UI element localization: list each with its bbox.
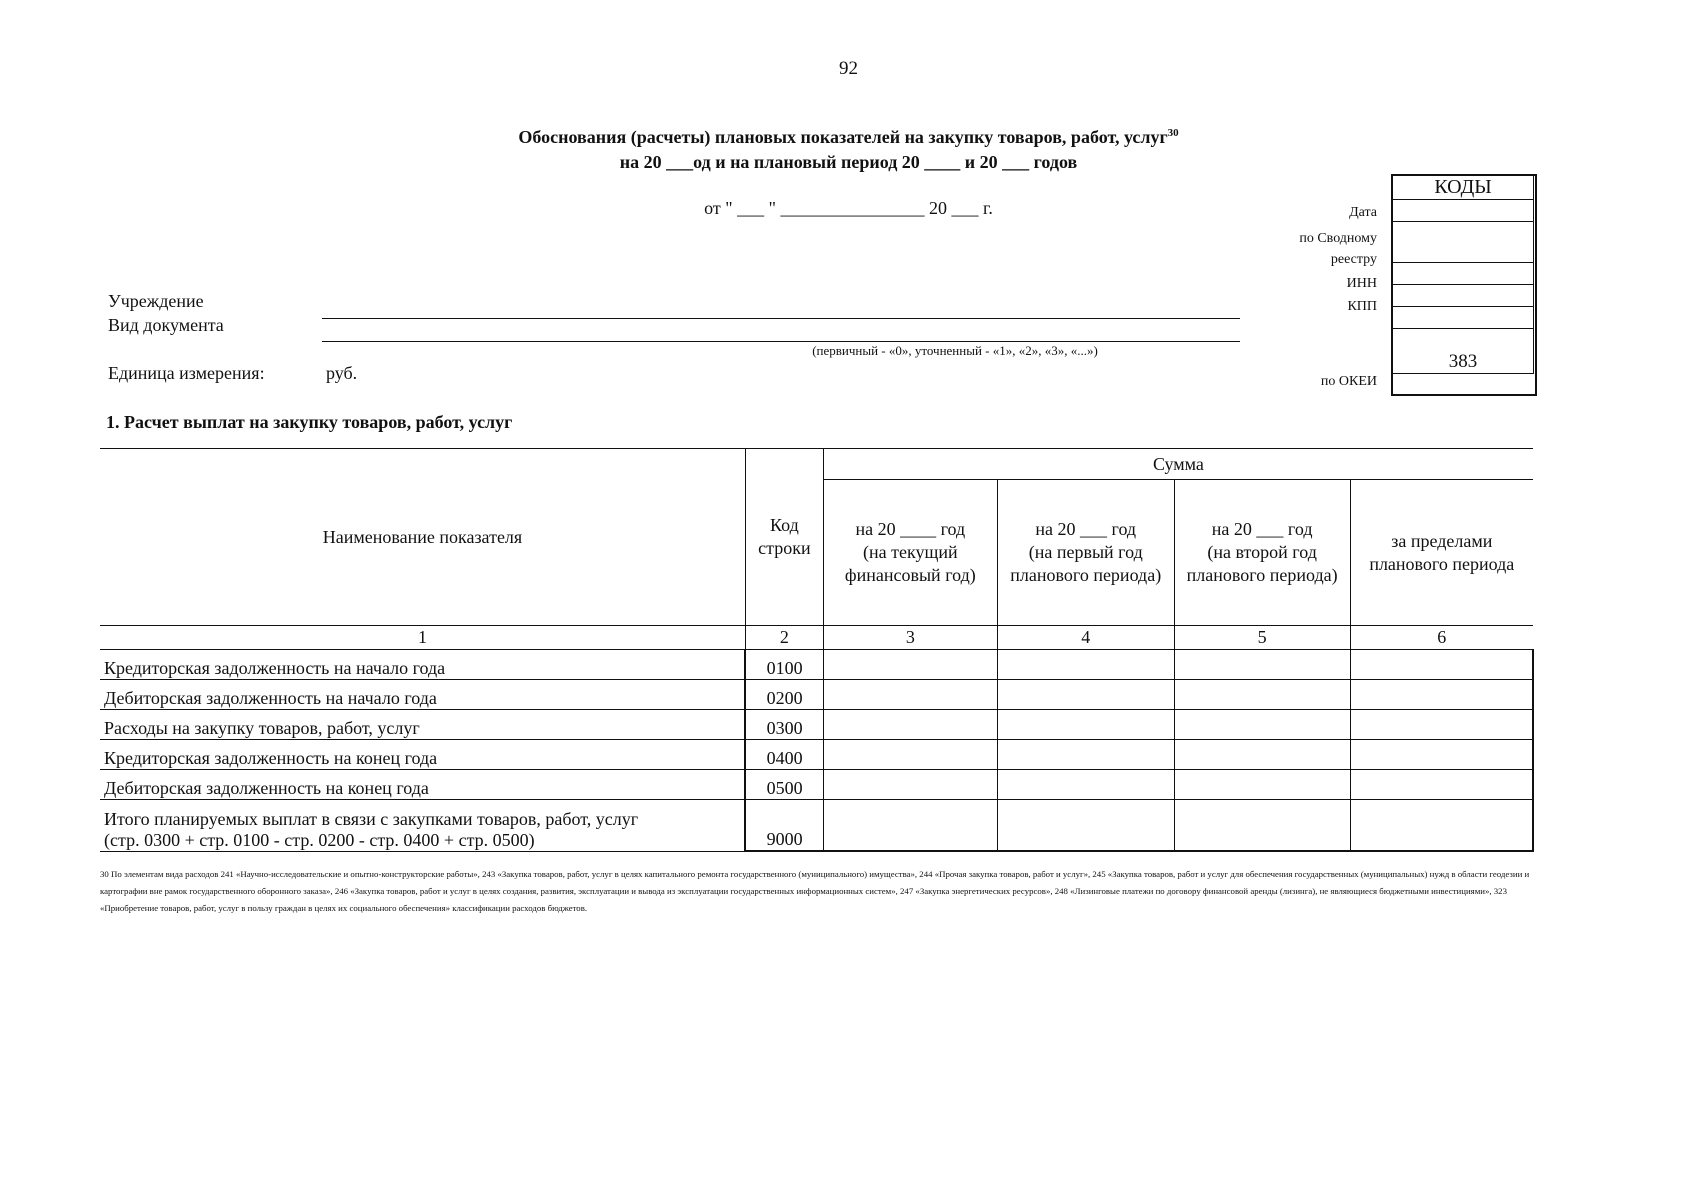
header-current-year-line1: на 20 ____ год: [855, 519, 966, 539]
total-value-cell[interactable]: [1350, 800, 1533, 852]
value-cell[interactable]: [997, 680, 1174, 710]
table-row: [100, 740, 1533, 770]
table-row: [100, 770, 1533, 800]
institution-line[interactable]: [322, 318, 1240, 319]
code-label-date: Дата: [1349, 205, 1377, 220]
value-cell[interactable]: [997, 710, 1174, 740]
institution-label: Учреждение: [108, 291, 204, 311]
row-code: 0400: [745, 740, 823, 770]
code-kpp-cell[interactable]: [1393, 285, 1534, 307]
value-cell[interactable]: [1174, 680, 1350, 710]
table-row: [100, 710, 1533, 740]
value-cell[interactable]: [1350, 680, 1533, 710]
doc-type-hint: (первичный - «0», уточненный - «1», «2», «3», «...»): [812, 343, 1098, 358]
header-code-line2: строки: [758, 538, 811, 558]
header-first-plan-year-line3: планового периода): [1010, 565, 1162, 585]
value-cell[interactable]: [823, 710, 997, 740]
header-first-plan-year: [997, 480, 1174, 626]
value-cell[interactable]: [997, 740, 1174, 770]
header-current-year-line3: финансовый год): [844, 565, 976, 585]
value-cell[interactable]: [1350, 770, 1533, 800]
code-label-registry-2: реестру: [1330, 252, 1377, 267]
payments-table: [100, 448, 1534, 852]
code-registry-cell[interactable]: [1393, 222, 1534, 263]
form-title-text: Обоснования (расчеты) плановых показателей на закупку товаров, работ, услуг: [518, 127, 1168, 147]
value-cell[interactable]: [823, 650, 997, 680]
row-code: 0500: [745, 770, 823, 800]
col-number-5: 5: [1174, 626, 1350, 650]
total-value-cell[interactable]: [823, 800, 997, 852]
code-label-registry-1: по Сводному: [1299, 231, 1377, 246]
header-beyond-plan: [1350, 480, 1533, 626]
total-value-cell[interactable]: [997, 800, 1174, 852]
row-code: 0300: [745, 710, 823, 740]
value-cell[interactable]: [823, 770, 997, 800]
row-name: Кредиторская задолженность на начало года: [100, 650, 745, 680]
total-value-cell[interactable]: [1174, 800, 1350, 852]
value-cell[interactable]: [823, 680, 997, 710]
header-first-plan-year-line2: (на первый год: [1028, 542, 1143, 562]
value-cell[interactable]: [997, 650, 1174, 680]
header-second-plan-year-line1: на 20 ___ год: [1211, 519, 1313, 539]
doc-type-label: Вид документа: [108, 315, 224, 335]
col-number-2: 2: [745, 626, 823, 650]
header-beyond-plan-line1: за пределами: [1391, 530, 1493, 551]
total-code: 9000: [745, 800, 823, 852]
section-title: 1. Расчет выплат на закупку товаров, работ, услуг: [106, 412, 513, 432]
value-cell[interactable]: [1174, 770, 1350, 800]
header-code-line1: Код: [770, 515, 799, 535]
form-subtitle: на 20 ___од и на плановый период 20 ____ и 20 ___ годов: [619, 152, 1078, 172]
total-name: [100, 800, 745, 852]
code-extra-cell[interactable]: [1393, 307, 1534, 329]
header-name: [100, 449, 745, 626]
value-cell[interactable]: [823, 740, 997, 770]
col-number-4: 4: [997, 626, 1174, 650]
footnote-mark: 30: [1167, 127, 1179, 139]
header-current-year-line2: (на текущий: [863, 542, 958, 562]
form-title: [0, 127, 1697, 148]
codes-header: КОДЫ: [1393, 176, 1534, 200]
value-cell[interactable]: [1174, 650, 1350, 680]
col-number-3: 3: [823, 626, 997, 650]
table-row: [100, 680, 1533, 710]
header-name-text: Наименование показателя: [322, 526, 523, 547]
code-okei-cell: 383: [1393, 329, 1534, 374]
date-line: от " ___ " ________________ 20 ___ г.: [704, 198, 993, 218]
value-cell[interactable]: [1174, 740, 1350, 770]
unit-label: Единица измерения:: [108, 363, 265, 383]
row-name: Дебиторская задолженность на начало года: [100, 680, 745, 710]
code-inn-cell[interactable]: [1393, 263, 1534, 285]
value-cell[interactable]: [1350, 710, 1533, 740]
code-label-kpp: КПП: [1347, 299, 1377, 314]
row-code: 0100: [745, 650, 823, 680]
doc-type-line[interactable]: [322, 341, 1240, 342]
header-second-plan-year: [1174, 480, 1350, 626]
col-number-1: 1: [100, 626, 745, 650]
table-row: [100, 650, 1533, 680]
header-sum: Сумма: [823, 449, 1533, 480]
header-beyond-plan-line2: планового периода: [1369, 553, 1515, 574]
col-number-6: 6: [1350, 626, 1533, 650]
header-second-plan-year-line2: (на второй год: [1207, 542, 1317, 562]
code-date-cell[interactable]: [1393, 200, 1534, 222]
value-cell[interactable]: [1350, 740, 1533, 770]
code-label-inn: ИНН: [1346, 276, 1377, 291]
page-number: 92: [839, 58, 858, 79]
header-code: [745, 449, 823, 626]
footnote: 30 По элементам вида расходов 241 «Научно-исследовательские и опытно-конструкторские работы», 243 «Закупка товаров, работ, услуг в целях капитального ремонта государственного (муниципального) имущества», 244 «Прочая закупка товаров, работ и услуг», 245 «Закупка товаров, работ и услуг для обеспечения государственных (муниципальных) нужд в области геодезии и картографии вне рамок государственного оборонного заказа», 246 «Закупка товаров, работ и услуг в целях создания, развития, эксплуатации и вывода из эксплуатации государственных информационных систем», 247 «Закупка энергетических ресурсов», 248 «Лизинговые платежи по договору финансовой аренды (лизинга), не являющиеся бюджетными инвестициями», 323 «Приобретение товаров, работ, услуг в пользу граждан в целях их социального обеспечения» классификации расходов бюджетов.: [100, 869, 1530, 913]
value-cell[interactable]: [1350, 650, 1533, 680]
value-cell[interactable]: [1174, 710, 1350, 740]
header-current-year: [823, 480, 997, 626]
row-code: 0200: [745, 680, 823, 710]
header-first-plan-year-line1: на 20 ___ год: [1035, 519, 1137, 539]
value-cell[interactable]: [997, 770, 1174, 800]
total-name-line2: (стр. 0300 + стр. 0100 - стр. 0200 - стр. 0400 + стр. 0500): [104, 829, 535, 850]
unit-value: руб.: [326, 363, 358, 383]
code-label-okei: по ОКЕИ: [1320, 374, 1377, 389]
header-second-plan-year-line3: планового периода): [1186, 565, 1338, 585]
table-row-total: [100, 800, 1533, 852]
total-name-line1: Итого планируемых выплат в связи с закупками товаров, работ, услуг: [104, 808, 639, 829]
row-name: Дебиторская задолженность на конец года: [100, 770, 745, 800]
row-name: Расходы на закупку товаров, работ, услуг: [100, 710, 745, 740]
row-name: Кредиторская задолженность на конец года: [100, 740, 745, 770]
